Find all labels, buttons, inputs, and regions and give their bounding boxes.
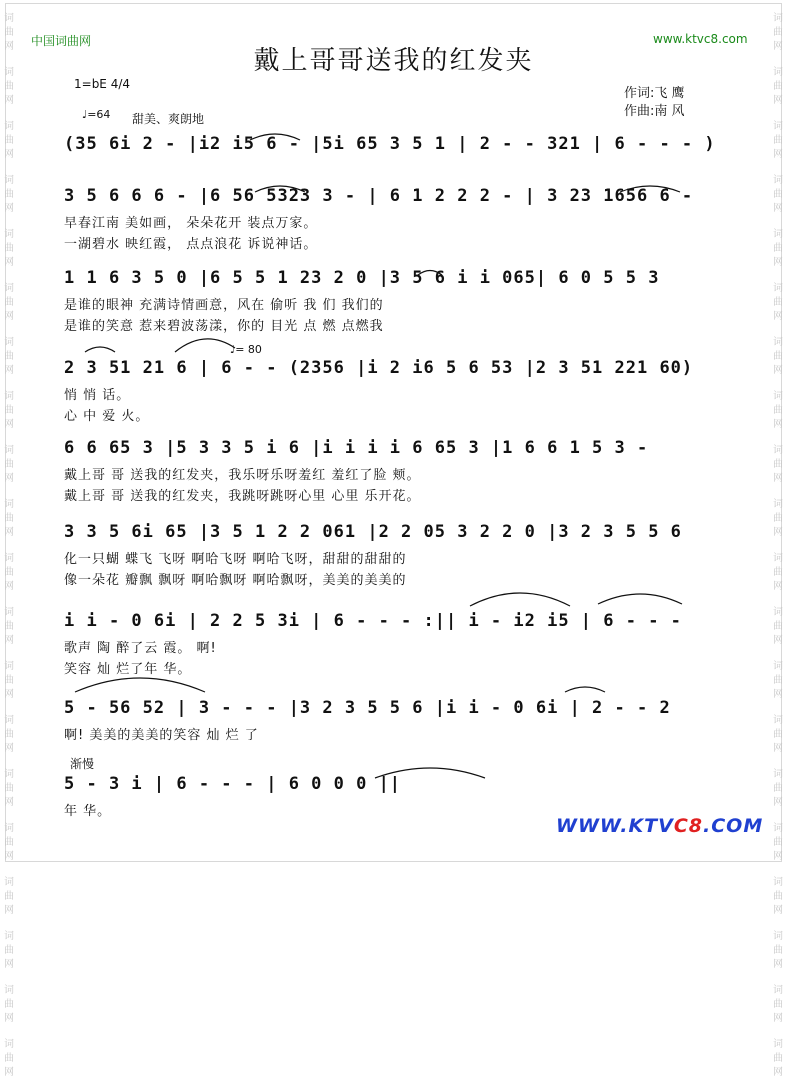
watermark-char: 词 <box>4 13 14 24</box>
watermark-char: 词 <box>773 391 783 402</box>
watermark-char: 网 <box>773 527 783 538</box>
watermark-char: 词 <box>4 445 14 456</box>
watermark-char: 网 <box>4 365 14 376</box>
watermark-char: 曲 <box>4 837 14 848</box>
tempo-marking: ♩=64 <box>82 108 111 121</box>
watermark-char: 曲 <box>4 513 14 524</box>
watermark-char: 曲 <box>773 27 783 38</box>
watermark-char: 网 <box>4 203 14 214</box>
lyric-verse-2: 笑容 灿 烂了年 华。 <box>64 662 192 677</box>
watermark-char: 词 <box>773 931 783 942</box>
watermark-char: 词 <box>4 175 14 186</box>
watermark-char: 词 <box>4 715 14 726</box>
slur-arc <box>418 271 442 276</box>
watermark-char: 曲 <box>773 783 783 794</box>
watermark-char: 网 <box>4 473 14 484</box>
watermark-char: 词 <box>773 67 783 78</box>
watermark-char: 词 <box>773 715 783 726</box>
watermark-char: 网 <box>773 1013 783 1024</box>
watermark-char: 词 <box>4 985 14 996</box>
tempo-change-marking: ♩= 80 <box>230 343 262 356</box>
watermark-char: 网 <box>773 257 783 268</box>
watermark-char: 网 <box>4 905 14 916</box>
watermark-char: 网 <box>773 581 783 592</box>
ritardando-marking: 渐慢 <box>70 757 95 771</box>
site-url[interactable]: www.ktvc8.com <box>653 32 748 46</box>
watermark-char: 网 <box>773 905 783 916</box>
watermark-char: 曲 <box>4 729 14 740</box>
notation: 5 - 56 52 | 3 - - - |3 2 3 5 5 6 |i i - 0 6i | 2 - - 2 <box>64 698 671 718</box>
watermark-char: 词 <box>773 13 783 24</box>
watermark-char: 词 <box>773 607 783 618</box>
footer-logo-tail: .COM <box>703 815 764 837</box>
watermark-char: 曲 <box>4 243 14 254</box>
watermark-char: 曲 <box>773 1053 783 1064</box>
watermark-char: 曲 <box>773 459 783 470</box>
watermark-char: 网 <box>4 95 14 106</box>
slur-arc <box>470 593 570 606</box>
watermark-char: 曲 <box>773 729 783 740</box>
watermark-char: 网 <box>4 581 14 592</box>
watermark-char: 曲 <box>773 999 783 1010</box>
watermark-char: 曲 <box>773 351 783 362</box>
watermark-char: 词 <box>4 931 14 942</box>
watermark-char: 网 <box>4 1067 14 1078</box>
watermark-char: 网 <box>4 635 14 646</box>
key-signature: 1=bE 4/4 <box>74 77 131 91</box>
watermark-char: 词 <box>773 877 783 888</box>
watermark-char: 曲 <box>4 27 14 38</box>
slur-arc <box>250 134 300 140</box>
lyric-verse-1: 歌声 陶 醉了云 霞。 啊! <box>64 641 217 656</box>
watermark-char: 网 <box>773 797 783 808</box>
watermark-char: 词 <box>773 769 783 780</box>
watermark-char: 词 <box>773 229 783 240</box>
watermark-char: 曲 <box>4 675 14 686</box>
watermark-char: 词 <box>773 553 783 564</box>
lyric-verse-1: 化一只蝴 蝶飞 飞呀 啊哈飞呀 啊哈飞呀，甜甜的甜甜的 <box>64 552 407 567</box>
slur-arc <box>565 687 605 692</box>
watermark-char: 词 <box>773 1039 783 1050</box>
watermark-char: 曲 <box>773 837 783 848</box>
lyric-verse-2: 是谁的笑意 惹来碧波荡漾，你的 目光 点 燃 点燃我 <box>64 319 384 334</box>
watermark-char: 曲 <box>773 135 783 146</box>
lyric-verse-1: 是谁的眼神 充满诗情画意，风在 偷听 我 们 我们的 <box>64 298 384 313</box>
notation: i i - 0 6i | 2 2 5 3i | 6 - - - :|| i - i2 i5 | 6 - - - <box>64 611 682 631</box>
watermark-char: 曲 <box>4 459 14 470</box>
watermark-char: 网 <box>773 419 783 430</box>
lyric-verse-1: 早春江南 美如画， 朵朵花开 装点万家。 <box>64 216 318 231</box>
watermark-char: 曲 <box>4 891 14 902</box>
lyric-verse-2: 心 中 爱 火。 <box>64 409 150 424</box>
notation: 3 5 6 6 6 - |6 56 5323 3 - | 6 1 2 2 2 - | 3 23 1656 6 - <box>64 186 694 206</box>
watermark-char: 网 <box>4 851 14 862</box>
watermark-char: 曲 <box>4 1053 14 1064</box>
watermark-char: 词 <box>4 391 14 402</box>
watermark-char: 网 <box>773 635 783 646</box>
watermark-char: 曲 <box>773 675 783 686</box>
lyricist-credit: 作词:飞 鹰 <box>624 86 685 101</box>
watermark-char: 曲 <box>773 891 783 902</box>
watermark-char: 网 <box>773 851 783 862</box>
watermark-char: 曲 <box>4 81 14 92</box>
watermark-char: 曲 <box>4 135 14 146</box>
watermark-char: 网 <box>4 311 14 322</box>
watermark-char: 曲 <box>773 189 783 200</box>
watermark-char: 网 <box>773 203 783 214</box>
lyric-line: 啊! 美美的美美的笑容 灿 烂 了 <box>64 728 259 743</box>
watermark-char: 网 <box>4 689 14 700</box>
slur-arc <box>75 678 205 692</box>
notation: 2 3 51 21 6 | 6 - - (2356 |i 2 i6 5 6 53 |2 3 51 221 60) <box>64 358 694 378</box>
watermark-char: 曲 <box>4 945 14 956</box>
notation: 3 3 5 6i 65 |3 5 1 2 2 061 |2 2 05 3 2 2 0 |3 2 3 5 5 6 <box>64 522 682 542</box>
watermark-char: 词 <box>773 985 783 996</box>
watermark-char: 曲 <box>4 405 14 416</box>
watermark-char: 网 <box>4 41 14 52</box>
watermark-char: 曲 <box>4 297 14 308</box>
watermark-char: 网 <box>773 473 783 484</box>
slur-arc <box>375 768 485 778</box>
watermark-char: 曲 <box>773 243 783 254</box>
notation: 6 6 65 3 |5 3 3 5 i 6 |i i i i 6 65 3 |1 6 6 1 5 3 - <box>64 438 649 458</box>
watermark-char: 词 <box>4 823 14 834</box>
watermark-char: 曲 <box>773 513 783 524</box>
lyric-verse-2: 戴上哥 哥 送我的红发夹，我跳呀跳呀心里 心里 乐开花。 <box>64 489 421 504</box>
watermark-char: 网 <box>4 959 14 970</box>
notation: 5 - 3 i | 6 - - - | 6 0 0 0 || <box>64 774 402 794</box>
watermark-char: 词 <box>773 823 783 834</box>
watermark-char: 词 <box>4 121 14 132</box>
watermark-char: 词 <box>773 337 783 348</box>
watermark-char: 曲 <box>773 567 783 578</box>
watermark-char: 曲 <box>4 621 14 632</box>
watermark-char: 词 <box>4 499 14 510</box>
composer-credit: 作曲:南 风 <box>624 104 685 119</box>
song-title: 戴上哥哥送我的红发夹 <box>253 46 534 76</box>
footer-logo-accent: C8 <box>673 815 703 837</box>
watermark-char: 词 <box>4 553 14 564</box>
watermark-char: 网 <box>773 149 783 160</box>
watermark-char: 网 <box>4 797 14 808</box>
watermark-char: 网 <box>773 41 783 52</box>
lyric-verse-1: 悄 悄 话。 <box>64 388 131 403</box>
watermark-char: 网 <box>773 311 783 322</box>
watermark-char: 网 <box>773 689 783 700</box>
lyric-verse-1: 戴上哥 哥 送我的红发夹，我乐呀乐呀羞红 羞红了脸 颊。 <box>64 468 421 483</box>
watermark-char: 词 <box>4 607 14 618</box>
watermark-char: 网 <box>4 527 14 538</box>
slur-arc <box>255 186 305 192</box>
watermark-char: 网 <box>773 743 783 754</box>
notation: (35 6i 2 - |i2 i5 6 - |5i 65 3 5 1 | 2 - - 321 | 6 - - - ) <box>64 134 716 154</box>
watermark-char: 词 <box>4 661 14 672</box>
watermark-char: 词 <box>773 283 783 294</box>
watermark-char: 网 <box>773 959 783 970</box>
watermark-char: 网 <box>773 1067 783 1078</box>
slur-arc <box>85 347 115 352</box>
expression-marking: 甜美、爽朗地 <box>132 112 205 126</box>
site-name[interactable]: 中国词曲网 <box>31 34 92 48</box>
footer-logo-main: WWW.KTV <box>556 815 674 837</box>
watermark-char: 曲 <box>773 81 783 92</box>
lyric-verse-2: 像一朵花 瓣飘 飘呀 啊哈飘呀 啊哈飘呀，美美的美美的 <box>64 573 407 588</box>
watermark-char: 词 <box>773 445 783 456</box>
watermark-char: 网 <box>4 257 14 268</box>
watermark-char: 网 <box>773 365 783 376</box>
watermark-char: 词 <box>773 121 783 132</box>
notation: 1 1 6 3 5 0 |6 5 5 1 23 2 0 |3 5 6 i i 065| 6 0 5 5 3 <box>64 268 660 288</box>
slur-arc <box>620 186 680 192</box>
watermark-char: 词 <box>4 877 14 888</box>
watermark-char: 词 <box>4 337 14 348</box>
watermark-char: 词 <box>773 661 783 672</box>
watermark-char: 曲 <box>4 189 14 200</box>
watermark-char: 曲 <box>4 351 14 362</box>
slur-arc <box>175 339 235 352</box>
lyric-line: 年 华。 <box>64 804 112 819</box>
watermark-char: 曲 <box>4 999 14 1010</box>
watermark-char: 网 <box>4 419 14 430</box>
footer-logo[interactable] <box>556 815 763 837</box>
watermark-char: 词 <box>4 769 14 780</box>
watermark-char: 曲 <box>773 297 783 308</box>
watermark-char: 曲 <box>4 567 14 578</box>
slur-arc <box>598 594 682 604</box>
watermark-char: 词 <box>773 499 783 510</box>
watermark-char: 网 <box>773 95 783 106</box>
watermark-char: 网 <box>4 149 14 160</box>
watermark-char: 曲 <box>773 405 783 416</box>
watermark-char: 曲 <box>4 783 14 794</box>
watermark-char: 词 <box>773 175 783 186</box>
lyric-verse-2: 一湖碧水 映红霞， 点点浪花 诉说神话。 <box>64 237 318 252</box>
watermark-char: 词 <box>4 229 14 240</box>
watermark-char: 词 <box>4 67 14 78</box>
watermark-char: 词 <box>4 283 14 294</box>
watermark-char: 曲 <box>773 621 783 632</box>
watermark-char: 网 <box>4 1013 14 1024</box>
watermark-char: 网 <box>4 743 14 754</box>
watermark-char: 词 <box>4 1039 14 1050</box>
watermark-char: 曲 <box>773 945 783 956</box>
